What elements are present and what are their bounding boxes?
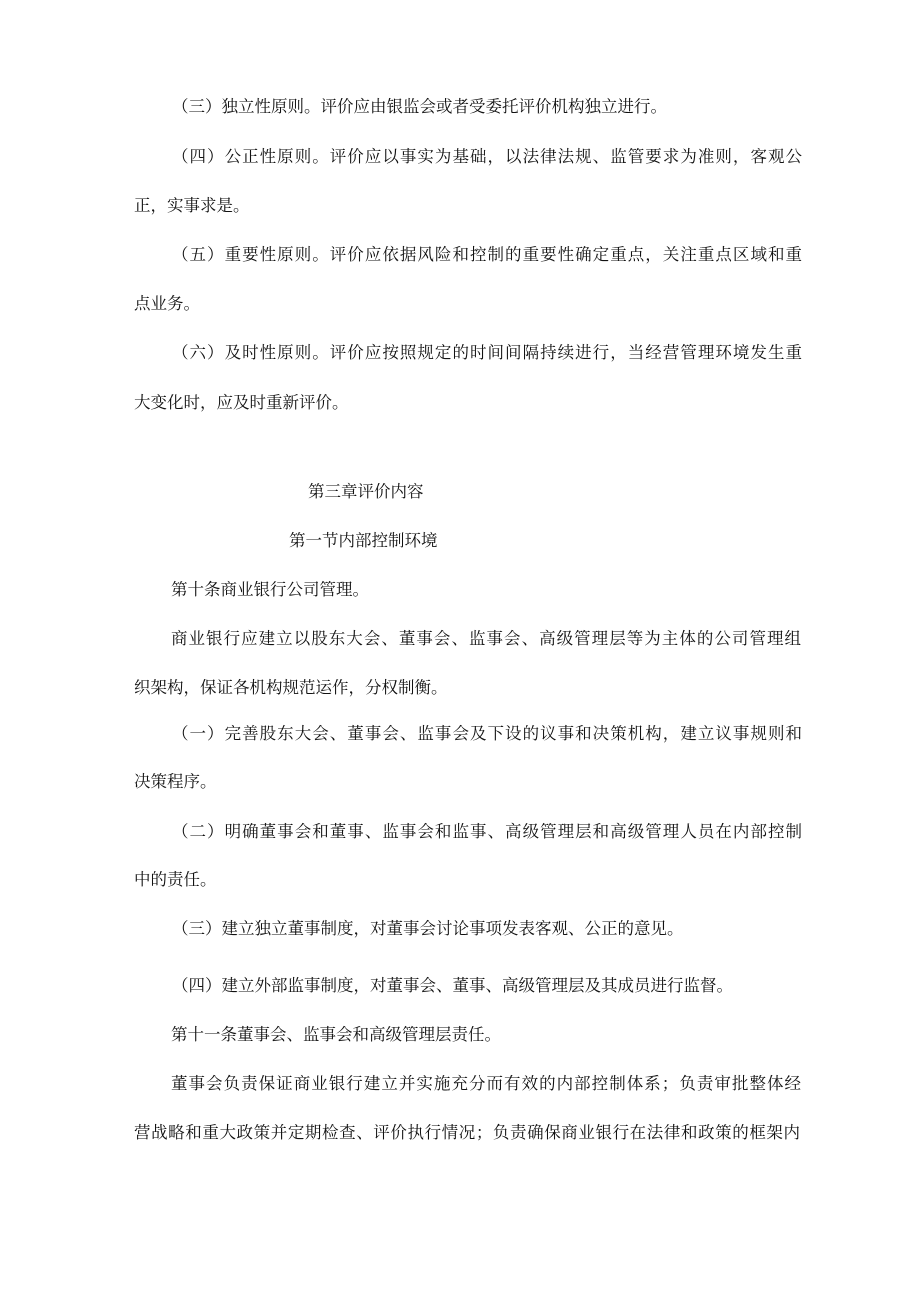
article-11-body-line1: 董事会负责保证商业银行建立并实施充分而有效的内部控制体系；负责审批整体经	[171, 1074, 801, 1093]
principle-fairness-line2: 正，实事求是。	[134, 196, 250, 215]
principle-importance-line1: （五）重要性原则。评价应依据风险和控制的重要性确定重点，关注重点区域和重	[172, 245, 802, 264]
chapter-title: 第三章评价内容	[308, 482, 424, 501]
item-1-line2: 决策程序。	[134, 772, 217, 791]
item-2-line2: 中的责任。	[134, 870, 217, 889]
item-1-line1: （一）完善股东大会、董事会、监事会及下设的议事和决策机构，建立议事规则和	[172, 724, 802, 743]
principle-importance-line2: 点业务。	[134, 294, 200, 313]
item-4: （四）建立外部监事制度，对董事会、董事、高级管理层及其成员进行监督。	[172, 976, 733, 995]
principle-independence: （三）独立性原则。评价应由银监会或者受委托评价机构独立进行。	[172, 97, 667, 116]
article-11-body-line2: 营战略和重大政策并定期检查、评价执行情况；负责确保商业银行在法律和政策的框架内	[134, 1123, 800, 1142]
principle-timeliness-line1: （六）及时性原则。评价应按照规定的时间间隔持续进行，当经营管理环境发生重	[172, 343, 802, 362]
article-11-title: 第十一条董事会、监事会和高级管理层责任。	[171, 1025, 501, 1044]
article-10-body-line2: 织架构，保证各机构规范运作，分权制衡。	[134, 678, 448, 697]
section-title: 第一节内部控制环境	[289, 531, 438, 550]
item-3: （三）建立独立董事制度，对董事会讨论事项发表客观、公正的意见。	[172, 919, 684, 938]
principle-timeliness-line2: 大变化时，应及时重新评价。	[134, 393, 349, 412]
article-10-title: 第十条商业银行公司管理。	[171, 580, 369, 599]
principle-fairness-line1: （四）公正性原则。评价应以事实为基础，以法律法规、监管要求为准则，客观公	[172, 147, 802, 166]
item-2-line1: （二）明确董事会和董事、监事会和监事、高级管理层和高级管理人员在内部控制	[172, 822, 802, 841]
article-10-body-line1: 商业银行应建立以股东大会、董事会、监事会、高级管理层等为主体的公司管理组	[171, 629, 801, 648]
